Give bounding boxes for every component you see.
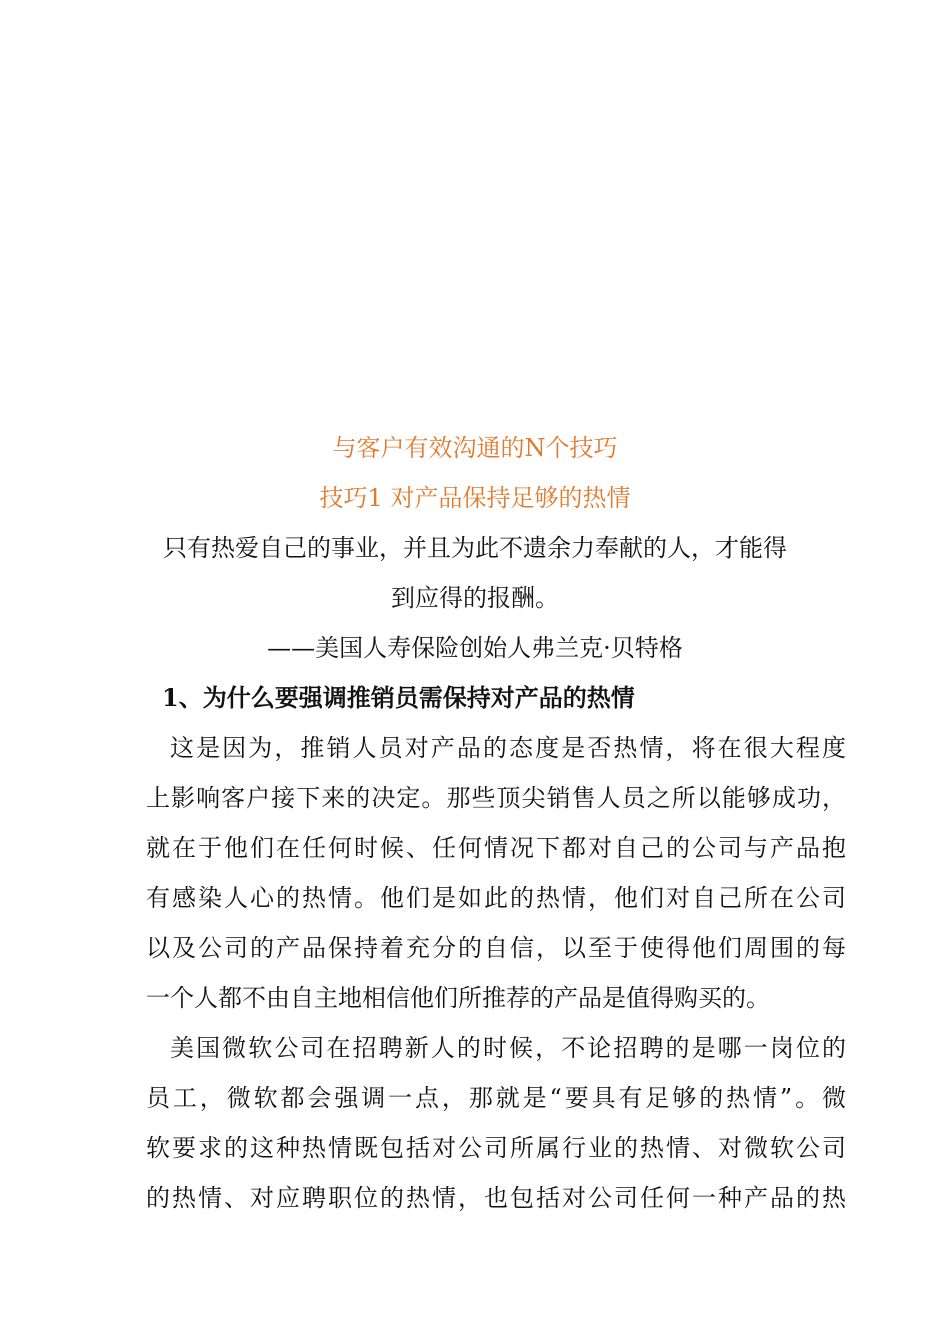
quote-attribution: ——美国人寿保险创始人弗兰克·贝特格 [267,634,683,662]
quote-line-2: 到应得的报酬。 [391,584,559,612]
paragraph-1-line-3: 就在于他们在任何时候、任何情况下都对自己的公司与产品抱 [146,834,846,862]
paragraph-1-line-6: 一个人都不由自主地相信他们所推荐的产品是值得购买的。 [146,984,770,1012]
paragraph-1-line-4: 有感染人心的热情。他们是如此的热情，他们对自己所在公司 [146,884,846,912]
paragraph-1-line-1: 这是因为，推销人员对产品的态度是否热情，将在很大程度 [170,734,846,762]
paragraph-2-line-4: 的热情、对应聘职位的热情，也包括对公司任何一种产品的热 [146,1184,846,1212]
document-title: 与客户有效沟通的N个技巧 [332,434,618,462]
paragraph-2-line-3: 软要求的这种热情既包括对公司所属行业的热情、对微软公司 [146,1134,846,1162]
paragraph-2-line-2: 员工，微软都会强调一点，那就是“要具有足够的热情”。微 [146,1084,846,1112]
quote-line-1: 只有热爱自己的事业，并且为此不遗余力奉献的人，才能得 [163,534,787,562]
paragraph-1-line-5: 以及公司的产品保持着充分的自信，以至于使得他们周围的每 [146,934,846,962]
paragraph-1-line-2: 上影响客户接下来的决定。那些顶尖销售人员之所以能够成功， [146,784,846,812]
section-heading: 1、为什么要强调推销员需保持对产品的热情 [162,683,635,712]
document-subtitle: 技巧1 对产品保持足够的热情 [319,484,631,512]
paragraph-2-line-1: 美国微软公司在招聘新人的时候，不论招聘的是哪一岗位的 [170,1034,846,1062]
